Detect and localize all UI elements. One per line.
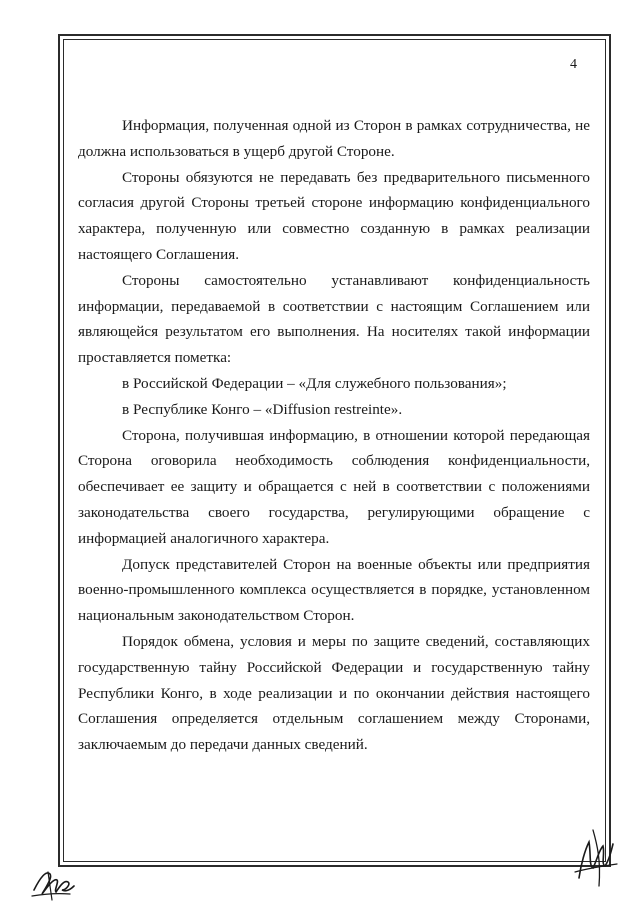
list-item: в Российской Федерации – «Для служебного пользования»; [122, 374, 507, 392]
paragraph: Стороны обязуются не передавать без предварительного письменного согласия другой Стороны третьей стороне информацию конфиденциального характера, полученную или совместно созданную в рамках реализации настоящего Соглашения. [78, 168, 590, 263]
paragraph: Сторона, получившая информацию, в отношении которой передающая Сторона оговорила необходимость соблюдения конфиденциальности, обеспечивает ее защиту и обращается с ней в соответствии с положениями законодательства своего государства, регулирующими обращение с информацией аналогичного характера. [78, 426, 590, 547]
list-item: в Республике Конго – «Diffusion restreinte». [122, 400, 403, 418]
paragraph: Порядок обмена, условия и меры по защите сведений, составляющих государственную тайну Российской Федерации и государственную тайну Республики Конго, в ходе реализации и по окончании действия настоящего Соглашения определяется отдельным соглашением между Сторонами, заключаемым до передачи данных сведений. [78, 632, 590, 754]
initials-signature-right-icon [571, 820, 619, 890]
document-body [78, 113, 590, 758]
paragraph: Допуск представителей Сторон на военные объекты или предприятия военно-промышленного комплекса осуществляется в порядке, установленном национальным законодательством Сторон. [78, 555, 590, 625]
initials-signature-left-icon [30, 860, 78, 904]
paragraph: Информация, полученная одной из Сторон в рамках сотрудничества, не должна использоваться в ущерб другой Стороне. [78, 117, 590, 160]
page-number: 4 [570, 57, 577, 72]
paragraph: Стороны самостоятельно устанавливают конфиденциальность информации, передаваемой в соответствии с настоящим Соглашением или являющейся результатом его выполнения. На носителях такой информации проставляется пометка: [78, 271, 590, 367]
